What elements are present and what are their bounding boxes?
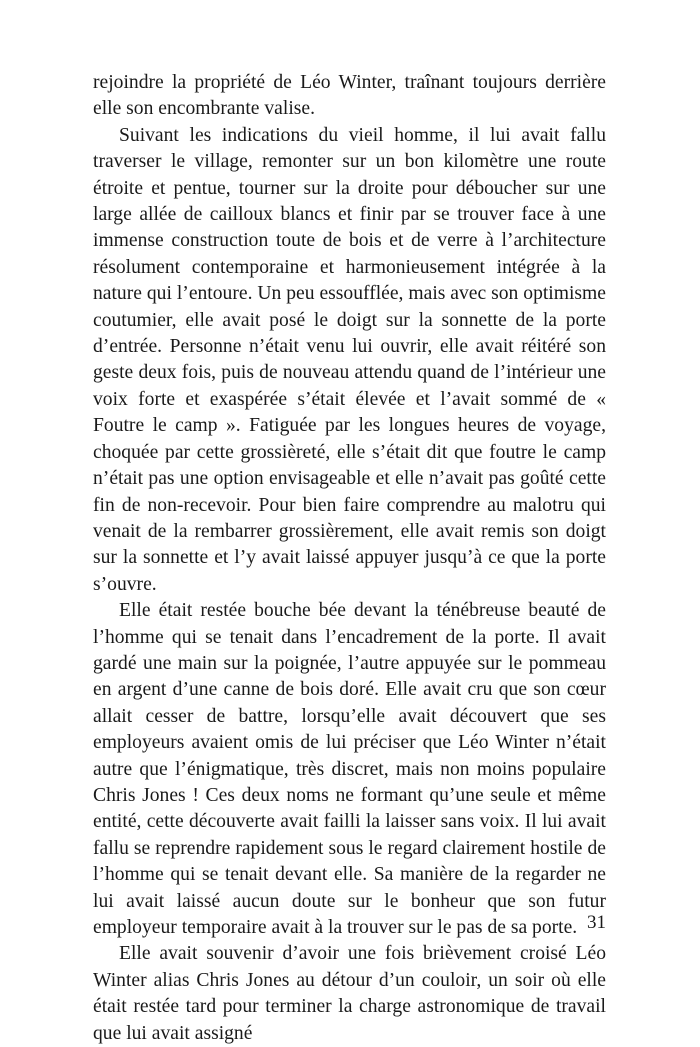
- paragraph-continuation: rejoindre la propriété de Léo Winter, traînant toujours derrière elle son encombrante valise.: [93, 72, 606, 120]
- body-text: [93, 70, 606, 1047]
- paragraph: Elle avait souvenir d’avoir une fois brièvement croisé Léo Winter alias Chris Jones au détour d’un couloir, un soir où elle était restée tard pour terminer la charge astronomique de travail que lui avait assigné: [93, 943, 606, 1044]
- paragraph: Elle était restée bouche bée devant la ténébreuse beauté de l’homme qui se tenait dans l’encadrement de la porte. Il avait gardé une main sur la poignée, l’autre appuyée sur le pommeau en argent d’une canne de bois doré. Elle avait cru que son cœur allait cesser de battre, lorsqu’elle avait découvert que ses employeurs avaient omis de lui préciser que Léo Winter n’était autre que l’énigmatique, très discret, mais non moins populaire Chris Jones ! Ces deux noms ne formant qu’une seule et même entité, cette découverte avait failli la laisser sans voix. Il lui avait fallu se reprendre rapidement sous le regard clairement hostile de l’homme qui se tenait devant elle. Sa manière de la regarder ne lui avait laissé aucun doute sur le bonheur que son futur employeur temporaire avait à la trouver sur le pas de sa porte.: [93, 600, 606, 938]
- paragraph: Suivant les indications du vieil homme, il lui avait fallu traverser le village, remonter sur un bon kilomètre une route étroite et pentue, tourner sur la droite pour déboucher sur une large allée de cailloux blancs et finir par se trouver face à une immense construction toute de bois et de verre à l’architecture résolument contemporaine et harmonieusement intégrée à la nature qui l’entoure. Un peu essoufflée, mais avec son optimisme coutumier, elle avait posé le doigt sur la sonnette de la porte d’entrée. Personne n’était venu lui ouvrir, elle avait réitéré son geste deux fois, puis de nouveau attendu quand de l’intérieur une voix forte et exaspérée s’était élevée et l’avait sommé de « Foutre le camp ». Fatiguée par les longues heures de voyage, choquée par cette grossièreté, elle s’était dit que foutre le camp n’était pas une option envisageable et elle n’avait pas goûté cette fin de non-recevoir. Pour bien faire comprendre au malotru qui venait de la rembarrer grossièrement, elle avait remis son doigt sur la sonnette et l’y avait laissé appuyer jusqu’à ce que la porte s’ouvre.: [93, 124, 606, 595]
- page-number: 31: [587, 912, 606, 933]
